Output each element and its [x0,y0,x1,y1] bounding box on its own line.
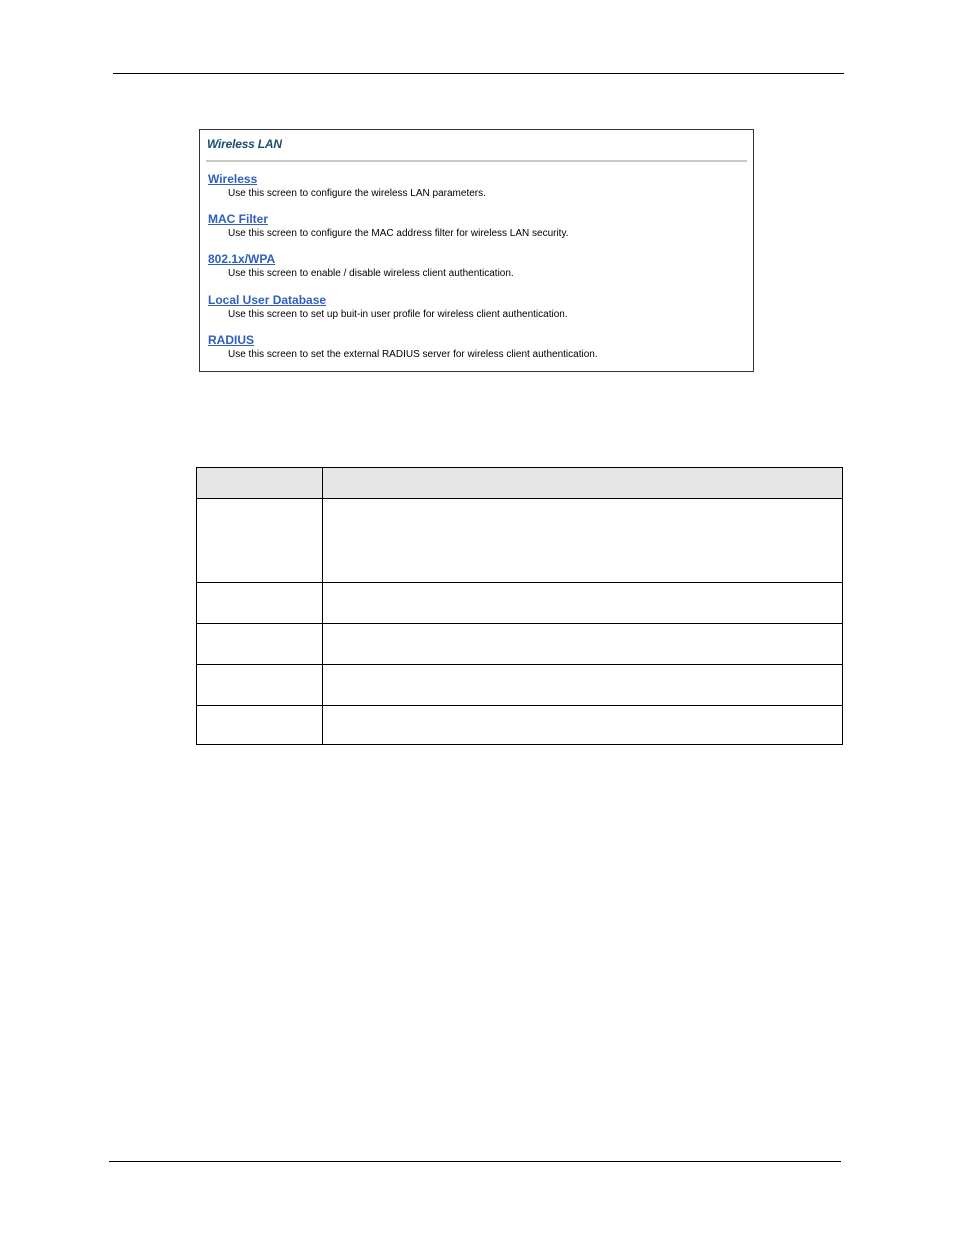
table-row [197,499,842,583]
8021x-wpa-link[interactable]: 802.1x/WPA [208,252,276,266]
menu-item-local-user-database [208,293,748,321]
radius-link[interactable]: RADIUS [208,333,255,347]
table-row [197,583,842,624]
mac-filter-description: Use this screen to configure the MAC address filter for wireless LAN security. [228,228,569,239]
table-row [197,624,842,665]
local-user-database-link[interactable]: Local User Database [208,293,327,307]
menu-item-radius [208,333,748,361]
table-row [197,665,842,706]
mac-filter-link[interactable]: MAC Filter [208,212,268,226]
menu-item-wireless [208,172,748,200]
local-user-database-description: Use this screen to set up buit-in user profile for wireless client authentication. [228,309,568,320]
table-header-row [197,468,842,499]
page-footer-rule [109,1161,841,1162]
radius-description: Use this screen to set the external RADIUS server for wireless client authentication. [228,349,598,360]
menu-item-mac-filter [208,212,748,240]
wireless-description: Use this screen to configure the wireless LAN parameters. [228,188,486,199]
wireless-link[interactable]: Wireless [208,172,258,186]
field-description-table [196,467,843,745]
wireless-lan-screenshot [199,129,754,372]
panel-title: Wireless LAN [207,137,282,151]
page-header-rule [113,73,844,74]
menu-item-8021x-wpa [208,252,748,280]
table-row [197,706,842,744]
table-column-divider [322,468,323,744]
panel-divider [206,160,747,162]
8021x-wpa-description: Use this screen to enable / disable wireless client authentication. [228,268,514,279]
